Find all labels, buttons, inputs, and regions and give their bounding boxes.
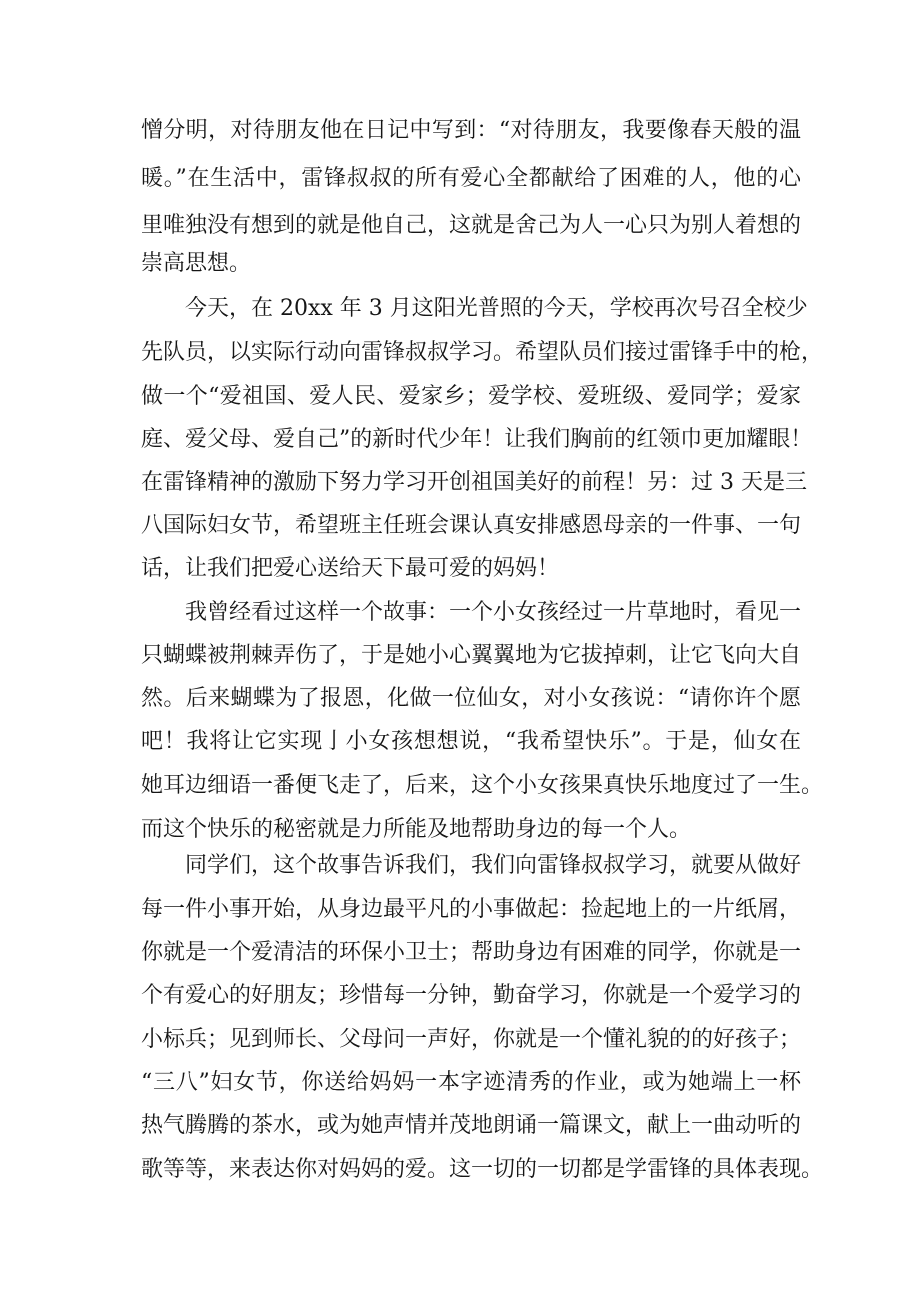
paragraph-line: 同学们，这个故事告诉我们，我们向雷锋叔叔学习，就要从做好 — [185, 853, 802, 878]
paragraph-line: 小标兵；见到师长、父母问一声好，你就是一个懂礼貌的的好孩子； — [141, 1027, 802, 1052]
paragraph-line: 话，让我们把爱心送给天下最可爱的妈妈！ — [141, 556, 560, 581]
paragraph-line: 里唯独没有想到的就是他自己，这就是舍己为人一心只为别人着想的 — [141, 213, 802, 238]
paragraph-line: 在雷锋精神的激励下努力学习开创祖国美好的前程！另：过 3 天是三 — [141, 470, 807, 495]
paragraph-line: “三八”妇女节，你送给妈妈一本字迹清秀的作业，或为她端上一杯 — [141, 1070, 801, 1095]
paragraph-line: 热气腾腾的茶水，或为她声情并茂地朗诵一篇课文，献上一曲动听的 — [141, 1113, 802, 1138]
paragraph-line: 个有爱心的好朋友；珍惜每一分钟，勤奋学习，你就是一个爱学习的 — [141, 983, 802, 1008]
paragraph-line: 暖。”在生活中，雷锋叔叔的所有爱心全都献给了困难的人，他的心 — [141, 166, 801, 191]
paragraph-line: 憎分明，对待朋友他在日记中写到：“对待朋友，我要像春天般的温 — [141, 118, 801, 143]
paragraph-line: 做一个“爱祖国、爱人民、爱家乡；爱学校、爱班级、爱同学；爱家 — [141, 384, 801, 409]
paragraph-line: 庭、爱父母、爱自己”的新时代少年！让我们胸前的红领巾更加耀眼！ — [141, 427, 813, 452]
paragraph-line: 吧！我将让它实现亅小女孩想想说，“我希望快乐”。于是，仙女在 — [141, 729, 801, 754]
paragraph-line: 我曾经看过这样一个故事：一个小女孩经过一片草地时，看见一 — [185, 600, 802, 625]
paragraph-line: 而这个快乐的秘密就是力所能及地帮助身边的每一个人。 — [141, 817, 692, 842]
paragraph-line: 她耳边细语一番便飞走了，后来，这个小女孩果真快乐地度过了一生。 — [141, 773, 824, 798]
paragraph-line: 歌等等，来表达你对妈妈的爱。这一切的一切都是学雷锋的具体表现。 — [141, 1157, 824, 1182]
paragraph-line: 你就是一个爱清洁的环保小卫士；帮助身边有困难的同学，你就是一 — [141, 940, 802, 965]
paragraph-line: 每一件小事开始，从身边最平凡的小事做起：捡起地上的一片纸屑， — [141, 897, 802, 922]
paragraph-line: 只蝴蝶被荆棘弄伤了，于是她小心翼翼地为它拔掉刺，让它飞向大自 — [141, 643, 802, 668]
paragraph-line: 今天，在 20xx 年 3 月这阳光普照的今天，学校再次号召全校少 — [185, 296, 808, 321]
paragraph-line: 先队员，以实际行动向雷锋叔叔学习。希望队员们接过雷锋手中的枪， — [141, 340, 824, 365]
paragraph-line: 八国际妇女节，希望班主任班会课认真安排感恩母亲的一件事、一句 — [141, 513, 802, 538]
paragraph-line: 崇高思想。 — [141, 251, 252, 276]
paragraph-line: 然。后来蝴蝶为了报恩，化做一位仙女，对小女孩说：“请你许个愿 — [141, 686, 801, 711]
